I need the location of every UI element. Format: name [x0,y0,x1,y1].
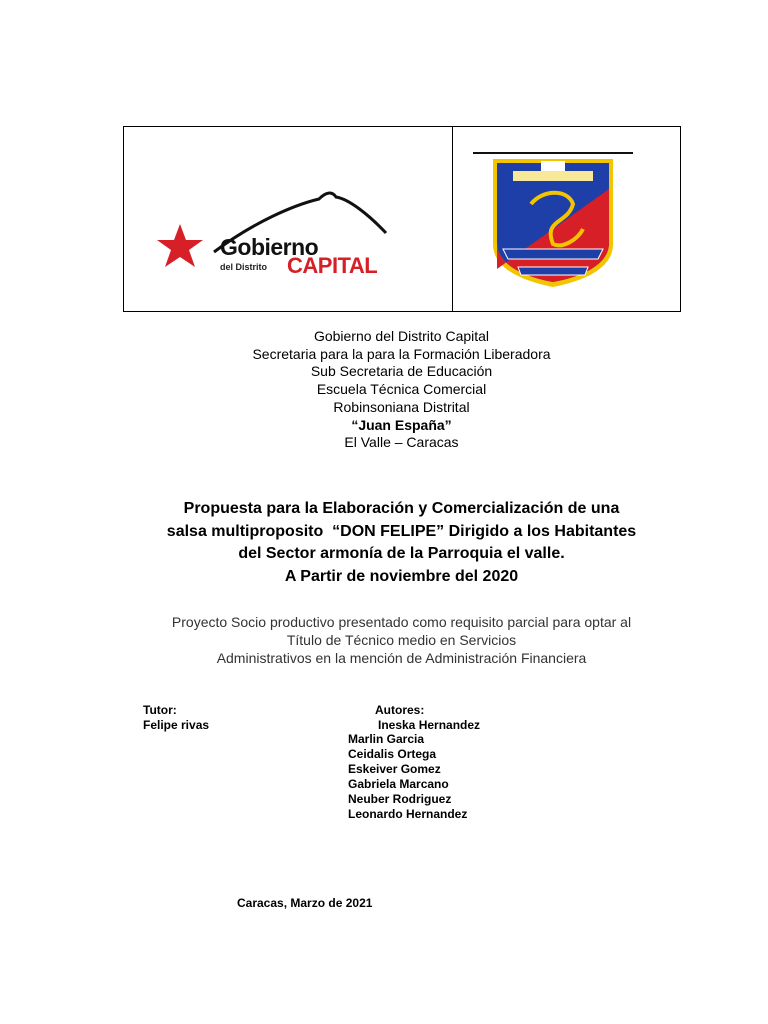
author-name: Eskeiver Gomez [348,762,441,776]
authors-label: Autores: [375,703,425,717]
author-name: Leonardo Hernandez [348,807,468,821]
header-line-school-name: “Juan España” [351,416,452,433]
author-name: Ceidalis Ortega [348,747,437,761]
place-date: Caracas, Marzo de 2021 [237,896,373,910]
requirement-statement [0,613,768,667]
logo-cell-right [453,127,680,311]
institution-header [0,328,768,452]
requirement-line-2: Título de Técnico medio en Servicios [286,632,517,648]
title-line-2: salsa multiproposito “DON FELIPE” Dirigido a los Habitantes [166,522,637,540]
red-star-icon [157,224,203,267]
header-line-robinsoniana: Robinsoniana Distrital [333,398,470,415]
logo-text-del-distrito: del Distrito [220,262,268,272]
title-line-1: Propuesta para la Elaboración y Comercialización de una [183,500,620,517]
author-name: Marlin Garcia [348,732,425,746]
gobierno-wordmark [220,234,378,278]
header-line-secretaria: Secretaria para la para la Formación Liberadora [252,345,551,362]
authors-list [348,732,467,822]
author-name: Ineska Hernandez [378,718,481,732]
escuela-juan-espana-shield [473,149,643,289]
tutor-name: Felipe rivas [143,718,210,732]
requirement-line-1: Proyecto Socio productivo presentado como requisito parcial para optar al [171,614,632,630]
header-line-escuela: Escuela Técnica Comercial [316,381,487,398]
author-name: Gabriela Marcano [348,777,449,791]
logo-text-capital: CAPITAL [287,253,378,278]
header-line-location: El Valle – Caracas [344,434,459,451]
header-line-subsecretaria: Sub Secretaria de Educación [310,363,493,380]
title-line-4: A Partir de noviembre del 2020 [284,567,519,585]
requirement-line-3: Administrativos en la mención de Administración Financiera [216,650,587,666]
logo-table [123,126,681,312]
tutor-label: Tutor: [143,703,177,717]
logo-cell-left [124,127,453,311]
author-name: Neuber Rodriguez [348,792,452,806]
header-line-gobierno: Gobierno del Distrito Capital [313,328,490,344]
title-line-3: del Sector armonía de la Parroquia el valle. [238,545,565,562]
gobierno-distrito-capital-logo [144,177,434,307]
logo-text-gobierno: Gobierno [220,234,319,260]
document-title [0,498,768,588]
